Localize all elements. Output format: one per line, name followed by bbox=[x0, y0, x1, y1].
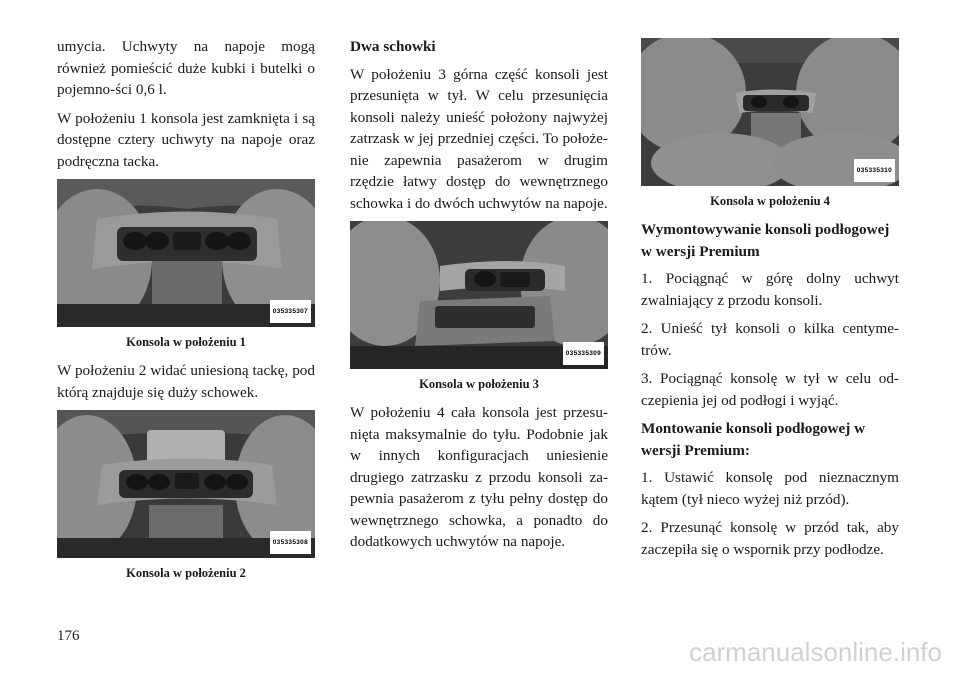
paragraph: W położeniu 3 górna część konsoli jest przesunięta w tył. W celu przesunięcia konsoli należy unieść położony najwyżej zatrzask w jej przedniej części. To położe-nie zapewnia pasażerom w drugim rzędzie łatwy dostęp do wewnętrznego schowka i do dwóch uchwytów na napoje. bbox=[350, 65, 608, 212]
step: 2. Przesunąć konsolę w przód tak, aby zaczepiła się o wspornik przy podłodze. bbox=[641, 519, 899, 558]
paragraph: W położeniu 2 widać uniesioną tackę, pod którą znajduje się duży schowek. bbox=[57, 362, 315, 401]
step: 3. Pociągnąć konsolę w tył w celu od-czepienia jej od podłogi i wyjąć. bbox=[641, 370, 899, 409]
column-2 bbox=[350, 36, 608, 560]
figure-console-position-2 bbox=[57, 410, 315, 558]
figure-caption: Konsola w położeniu 4 bbox=[710, 194, 830, 208]
section-heading: Dwa schowki bbox=[350, 38, 436, 55]
section-heading: Montowanie konsoli podłogowej w wersji Premium: bbox=[641, 420, 866, 459]
figure-code: 035335308 bbox=[270, 531, 311, 555]
figure-console-position-3 bbox=[350, 221, 608, 369]
column-3 bbox=[641, 36, 899, 567]
figure-caption: Konsola w położeniu 1 bbox=[126, 335, 246, 349]
figure-console-position-4 bbox=[641, 38, 899, 186]
figure-code: 035335310 bbox=[854, 159, 895, 183]
section-heading: Wymontowywanie konsoli podłogowej w wersji Premium bbox=[641, 221, 890, 260]
step: 2. Unieść tył konsoli o kilka centyme-trów. bbox=[641, 320, 899, 359]
watermark: carmanualsonline.info bbox=[689, 637, 942, 667]
page-number: 176 bbox=[57, 628, 80, 644]
figure-code: 035335307 bbox=[270, 300, 311, 324]
figure-caption: Konsola w położeniu 2 bbox=[126, 566, 246, 580]
figure-caption: Konsola w położeniu 3 bbox=[419, 377, 539, 391]
figure-code: 035335309 bbox=[563, 342, 604, 366]
step: 1. Ustawić konsolę pod nieznacznym kątem (tył nieco wyżej niż przód). bbox=[641, 469, 899, 508]
column-1 bbox=[57, 36, 315, 591]
paragraph: W położeniu 1 konsola jest zamknięta i są dostępne cztery uchwyty na napoje oraz podręczna tacka. bbox=[57, 109, 315, 170]
step: 1. Pociągnąć w górę dolny uchwyt zwalniający z przodu konsoli. bbox=[641, 270, 899, 309]
figure-console-position-1 bbox=[57, 179, 315, 327]
paragraph: W położeniu 4 cała konsola jest przesu-nięta maksymalnie do tyłu. Podobnie jak w innych konfiguracjach uniesienie drugiego zatrzasku z przodu konsoli za-pewnia pasażerom z tyłu pełny dostęp do wewnętrznego schowka, a ponadto do dodatkowych uchwytów na napoje. bbox=[350, 404, 608, 550]
paragraph: umycia. Uchwyty na napoje mogą również pomieścić duże kubki i butelki o pojemno-ści 0,6 l. bbox=[57, 38, 315, 98]
